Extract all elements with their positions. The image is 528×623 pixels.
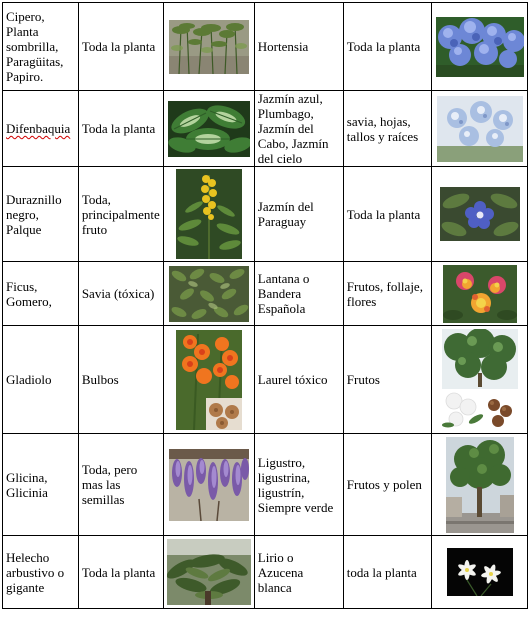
plant-name-cell: Jazmín del Paraguay: [254, 167, 343, 262]
plumbago-photo: [437, 96, 523, 162]
photo-cell: [432, 91, 528, 167]
plant-name-cell: Duraznillo negro, Palque: [3, 167, 79, 262]
oleander-photo: [442, 329, 518, 431]
photo-cell: [163, 262, 254, 326]
photo-cell: [163, 91, 254, 167]
plant-name-cell: Helecho arbustivo o gigante: [3, 536, 79, 609]
photo-cell: [163, 3, 254, 91]
toxic-plants-table: [2, 2, 528, 609]
gladiolus-photo: [176, 330, 242, 430]
privet-tree-photo: [446, 437, 514, 533]
photo-cell: [163, 167, 254, 262]
plant-name-cell: Jazmín azul, Plumbago, Jazmín del Cabo, Jazmín del cielo: [254, 91, 343, 167]
hydrangea-photo: [436, 17, 524, 77]
photo-cell: [432, 434, 528, 536]
plant-name-cell: Hortensia: [254, 3, 343, 91]
papyrus-plant-photo: [169, 20, 249, 74]
table-row: [3, 167, 528, 262]
photo-cell: [163, 326, 254, 434]
toxic-part-cell: Frutos: [343, 326, 431, 434]
photo-cell: [432, 262, 528, 326]
table-row: [3, 91, 528, 167]
photo-cell: [432, 167, 528, 262]
paraguay-jasmine-photo: [440, 187, 520, 241]
photo-cell: [432, 326, 528, 434]
toxic-part-cell: toda la planta: [343, 536, 431, 609]
duraznillo-photo: [176, 169, 242, 259]
plant-name-cell: Lirio o Azucena blanca: [254, 536, 343, 609]
ficus-photo: [169, 266, 249, 322]
toxic-part-cell: Toda la planta: [343, 167, 431, 262]
photo-cell: [163, 434, 254, 536]
toxic-part-cell: Toda, principalmente fruto: [78, 167, 163, 262]
table-row: [3, 326, 528, 434]
toxic-part-cell: savia, hojas, tallos y raíces: [343, 91, 431, 167]
plant-name-cell: Lantana o Bandera Española: [254, 262, 343, 326]
table-row: [3, 3, 528, 91]
toxic-part-cell: Frutos, follaje, flores: [343, 262, 431, 326]
plant-name-cell: Glicina, Glicinia: [3, 434, 79, 536]
plant-name-cell: Gladiolo: [3, 326, 79, 434]
toxic-part-cell: Toda, pero mas las semillas: [78, 434, 163, 536]
dieffenbachia-photo: [168, 101, 250, 157]
lantana-photo: [443, 265, 517, 323]
giant-fern-photo: [167, 539, 251, 605]
plant-name-cell: Difenbaquia: [3, 91, 79, 167]
photo-cell: [163, 536, 254, 609]
wisteria-photo: [169, 449, 249, 521]
white-lily-photo: [447, 548, 513, 596]
toxic-part-cell: Toda la planta: [78, 536, 163, 609]
toxic-part-cell: Frutos y polen: [343, 434, 431, 536]
photo-cell: [432, 536, 528, 609]
plant-name-cell: Ligustro, ligustrina, ligustrín, Siempre verde: [254, 434, 343, 536]
toxic-part-cell: Savia (tóxica): [78, 262, 163, 326]
toxic-part-cell: Bulbos: [78, 326, 163, 434]
toxic-part-cell: Toda la planta: [78, 91, 163, 167]
table-row: [3, 536, 528, 609]
table-row: [3, 262, 528, 326]
toxic-part-cell: Toda la planta: [343, 3, 431, 91]
toxic-part-cell: Toda la planta: [78, 3, 163, 91]
table-row: [3, 434, 528, 536]
plant-name-cell: Cipero, Planta sombrilla, Paragüitas, Papiro.: [3, 3, 79, 91]
plant-name-cell: Ficus, Gomero,: [3, 262, 79, 326]
photo-cell: [432, 3, 528, 91]
plant-name-cell: Laurel tóxico: [254, 326, 343, 434]
